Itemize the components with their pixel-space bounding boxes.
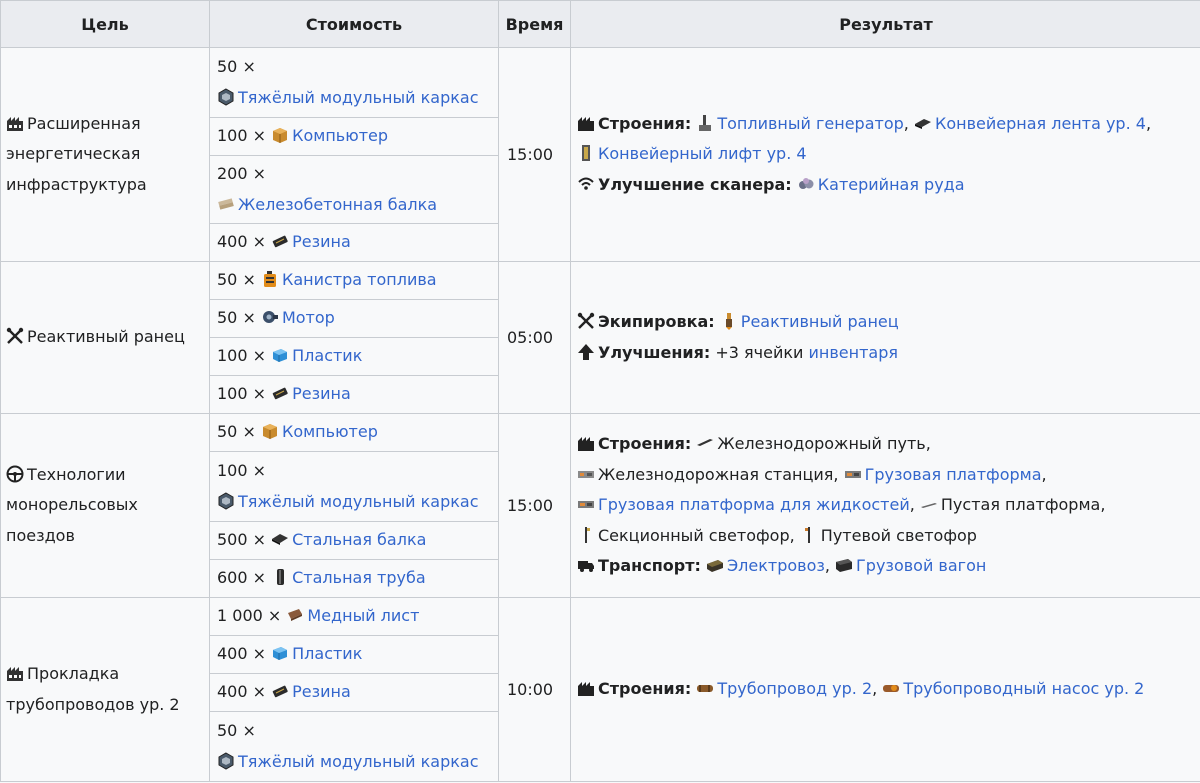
result-cell: Строения: Топливный генератор, Конвейерная лента ур. 4, Конвейерный лифт ур. 4 Улучшение сканера: Катерийная руда	[571, 48, 1200, 262]
result-text: Путевой светофор	[820, 525, 977, 545]
jetpack-icon	[720, 312, 738, 330]
header-goal[interactable]: Цель	[1, 1, 210, 48]
cost-quantity: 50 ×	[217, 270, 256, 290]
cost-quantity: 400 ×	[217, 644, 267, 664]
header-row	[1, 1, 1200, 48]
cost-item-link[interactable]: Канистра топлива	[281, 270, 437, 290]
cost-item-link[interactable]: Пластик	[292, 346, 363, 366]
item-link[interactable]: Трубопроводный насос ур. 2	[903, 679, 1145, 699]
cost-cell	[210, 560, 499, 598]
conveyor-belt-icon	[914, 114, 932, 132]
cost-item-link[interactable]: Пластик	[292, 644, 363, 664]
modular-frame-icon	[217, 752, 235, 770]
steering-wheel-icon	[6, 465, 24, 483]
cost-item-link[interactable]: Резина	[292, 384, 351, 404]
item-link[interactable]: Конвейерная лента ур. 4	[934, 113, 1146, 133]
pipeline-pump-icon	[882, 679, 900, 697]
item-link[interactable]: Конвейерный лифт ур. 4	[598, 144, 807, 164]
result-label: Улучшения:	[598, 342, 711, 362]
cost-quantity: 50 ×	[217, 422, 256, 442]
computer-icon	[271, 126, 289, 144]
header-cost[interactable]: Стоимость	[210, 1, 499, 48]
cost-quantity: 400 ×	[217, 682, 267, 702]
upgrade-arrow-icon	[577, 343, 595, 361]
caterium-ore-icon	[797, 175, 815, 193]
cost-item-link[interactable]: Тяжёлый модульный каркас	[238, 751, 479, 771]
result-text: Секционный светофор,	[598, 525, 795, 545]
item-link[interactable]: Топливный генератор	[717, 113, 904, 133]
goal-cell	[1, 262, 210, 414]
time-cell	[499, 48, 571, 262]
rubber-icon	[271, 232, 289, 250]
goal-name: Реактивный ранец	[27, 327, 185, 347]
goal-name: трубопроводов ур. 2	[6, 694, 180, 714]
train-station-icon	[577, 465, 595, 483]
fuel-generator-icon	[696, 114, 714, 132]
cost-quantity: 100 ×	[217, 346, 267, 366]
goal-cell	[1, 598, 210, 782]
table-row	[1, 598, 1200, 636]
cost-quantity: 400 ×	[217, 232, 267, 252]
cost-item-link[interactable]: Резина	[292, 232, 351, 252]
table-row	[1, 48, 1200, 118]
header-time[interactable]: Время	[499, 1, 571, 48]
motor-icon	[261, 308, 279, 326]
modular-frame-icon	[217, 492, 235, 510]
electric-locomotive-icon	[706, 556, 724, 574]
item-link[interactable]: Электровоз	[726, 556, 825, 576]
goal-name: инфраструктура	[6, 174, 147, 194]
truck-icon	[577, 556, 595, 574]
cost-cell	[210, 300, 499, 338]
cost-item-link[interactable]: Резина	[292, 682, 351, 702]
time-value: 15:00	[507, 496, 554, 515]
item-link[interactable]: Реактивный ранец	[740, 311, 899, 331]
result-text: Железнодорожная станция,	[598, 464, 839, 484]
item-link[interactable]: Трубопровод ур. 2	[717, 679, 873, 699]
rubber-icon	[271, 682, 289, 700]
result-label: Строения:	[598, 434, 692, 454]
plastic-icon	[271, 346, 289, 364]
result-text: +3 ячейки	[715, 342, 804, 362]
cost-item-link[interactable]: Тяжёлый модульный каркас	[238, 491, 479, 511]
goal-name: Прокладка	[27, 663, 120, 683]
item-link[interactable]: инвентаря	[808, 342, 898, 362]
cost-cell	[210, 224, 499, 262]
freight-platform-icon	[577, 495, 595, 513]
empty-platform-icon	[920, 495, 938, 513]
cost-quantity: 100 ×	[217, 126, 267, 146]
wrench-icon	[6, 327, 24, 345]
cost-item-link[interactable]: Стальная труба	[292, 568, 426, 588]
time-cell	[499, 262, 571, 414]
cost-item-link[interactable]: Железобетонная балка	[238, 194, 438, 214]
cost-item-link[interactable]: Мотор	[281, 308, 335, 328]
table-row	[1, 262, 1200, 300]
cost-cell	[210, 712, 499, 782]
cost-cell	[210, 452, 499, 522]
factory-icon	[6, 114, 24, 132]
modular-frame-icon	[217, 88, 235, 106]
result-text: Пустая платформа,	[940, 495, 1106, 515]
concrete-beam-icon	[217, 195, 235, 213]
time-value: 15:00	[507, 145, 554, 164]
item-link[interactable]: Грузовая платформа	[864, 464, 1042, 484]
cost-cell	[210, 598, 499, 636]
table-row	[1, 414, 1200, 452]
building-icon	[577, 114, 595, 132]
cost-cell	[210, 674, 499, 712]
cost-cell	[210, 156, 499, 224]
cost-cell	[210, 338, 499, 376]
rail-track-icon	[696, 434, 714, 452]
fuel-canister-icon	[261, 270, 279, 288]
goal-name: поездов	[6, 525, 75, 545]
path-signal-icon	[800, 526, 818, 544]
cost-quantity: 600 ×	[217, 568, 267, 588]
header-result[interactable]: Результат	[571, 1, 1200, 48]
scanner-icon	[577, 175, 595, 193]
result-text: Железнодорожный путь,	[717, 434, 931, 454]
result-cell: Строения: Трубопровод ур. 2, Трубопроводный насос ур. 2	[571, 598, 1200, 782]
cost-quantity: 100 ×	[217, 384, 267, 404]
item-link[interactable]: Катерийная руда	[817, 174, 965, 194]
building-icon	[577, 679, 595, 697]
factory-icon	[6, 664, 24, 682]
cost-cell	[210, 522, 499, 560]
result-label: Транспорт:	[598, 556, 701, 576]
result-cell: Строения: Железнодорожный путь, Железнодорожная станция, Грузовая платформа, Грузовая платформа для жидкостей, Пустая платформа, Секционный светофор, Путевой светофор Транспорт: Электровоз, Грузовой вагон	[571, 414, 1200, 598]
steel-beam-icon	[271, 530, 289, 548]
cost-quantity: 1 000 ×	[217, 606, 282, 626]
cost-quantity: 50 ×	[217, 56, 256, 76]
goal-name: энергетическая	[6, 144, 141, 164]
steel-pipe-icon	[271, 568, 289, 586]
goal-name: Технологии	[27, 464, 126, 484]
building-icon	[577, 434, 595, 452]
cost-cell	[210, 636, 499, 674]
cost-quantity: 100 ×	[217, 460, 267, 480]
cost-cell	[210, 118, 499, 156]
computer-icon	[261, 422, 279, 440]
cost-quantity: 500 ×	[217, 530, 267, 550]
result-cell	[571, 262, 1200, 414]
result-label: Улучшение сканера:	[598, 174, 792, 194]
time-cell	[499, 598, 571, 782]
cost-item-link[interactable]: Стальная балка	[292, 530, 427, 550]
copper-sheet-icon	[286, 606, 304, 624]
freight-platform-icon	[844, 465, 862, 483]
result-label: Строения:	[598, 113, 692, 133]
cost-quantity: 200 ×	[217, 163, 267, 183]
result-label: Экипировка:	[598, 311, 715, 331]
cost-cell	[210, 48, 499, 118]
block-signal-icon	[577, 526, 595, 544]
cost-item-link[interactable]: Компьютер	[292, 126, 389, 146]
cost-item-link[interactable]: Медный лист	[307, 606, 420, 626]
wrench-icon	[577, 312, 595, 330]
cost-cell	[210, 262, 499, 300]
rubber-icon	[271, 384, 289, 402]
goal-name: монорельсовых	[6, 495, 138, 515]
plastic-icon	[271, 644, 289, 662]
cost-quantity: 50 ×	[217, 720, 256, 740]
item-link[interactable]: Грузовой вагон	[856, 556, 987, 576]
cost-cell	[210, 376, 499, 414]
freight-car-icon	[835, 556, 853, 574]
item-link[interactable]: Грузовая платформа для жидкостей	[598, 495, 910, 515]
cost-cell	[210, 414, 499, 452]
goal-name: Расширенная	[27, 113, 141, 133]
time-value: 05:00	[507, 328, 554, 347]
goal-cell	[1, 414, 210, 598]
time-cell	[499, 414, 571, 598]
cost-item-link[interactable]: Тяжёлый модульный каркас	[238, 87, 479, 107]
cost-item-link[interactable]: Компьютер	[281, 422, 378, 442]
time-value: 10:00	[507, 680, 554, 699]
goal-cell	[1, 48, 210, 262]
result-label: Строения:	[598, 679, 692, 699]
conveyor-lift-icon	[577, 144, 595, 162]
cost-quantity: 50 ×	[217, 308, 256, 328]
pipeline-icon	[696, 679, 714, 697]
